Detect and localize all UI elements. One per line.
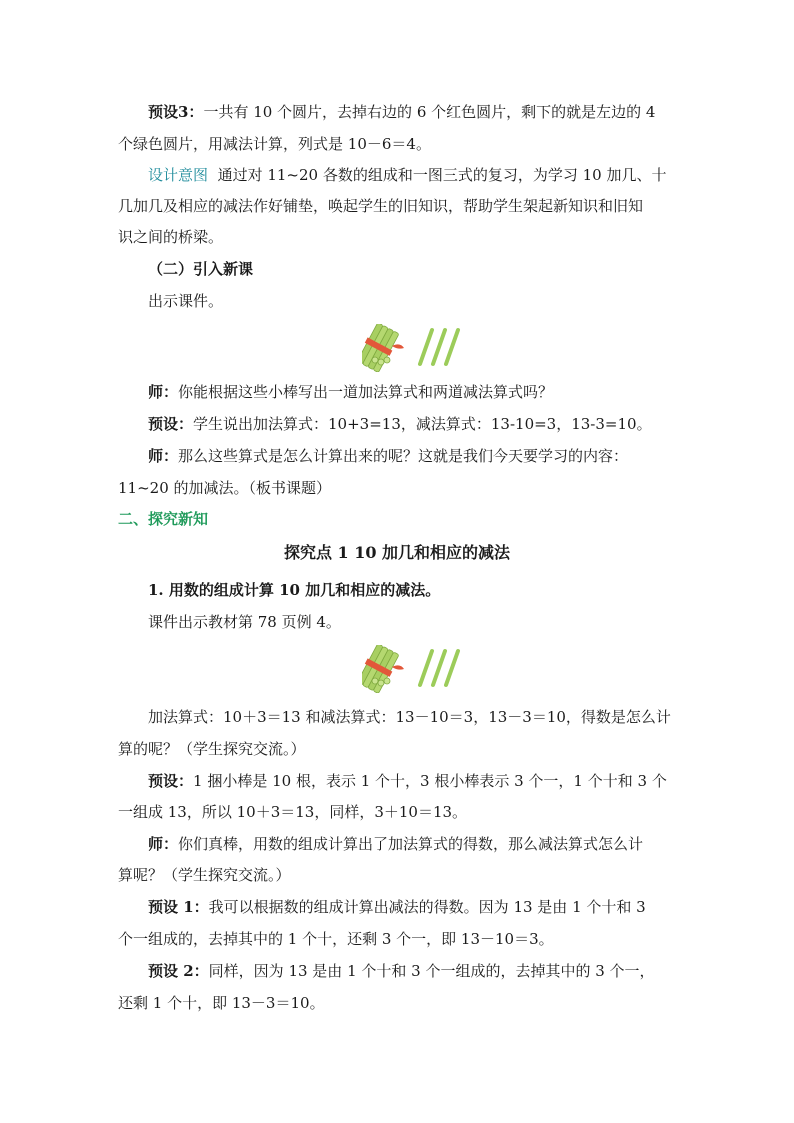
show-textbook-example: 课件出示教材第 78 页例 4。 xyxy=(148,613,341,631)
design-intent-line-2: 几加几及相应的减法作好铺垫，唤起学生的旧知识，帮助学生架起新知识和旧知 xyxy=(118,197,644,215)
explore-point-title: 探究点 1 10 加几和相应的减法 xyxy=(283,543,511,562)
preset-1-line-1: 预设 1：我可以根据数的组成计算出减法的得数。因为 13 是由 1 个十和 3 xyxy=(148,898,646,916)
preset-2-line-2: 还剩 1 个十，即 13－3＝10。 xyxy=(118,994,325,1012)
teacher-question-3-line-2: 算呢？（学生探究交流。） xyxy=(118,866,291,884)
preset-3-line-1: 预设3：一共有 10 个圆片，去掉右边的 6 个红色圆片，剩下的就是左边的 4 xyxy=(148,103,656,121)
section-intro-heading: （二）引入新课 xyxy=(148,260,254,278)
teacher-question-1: 师：你能根据这些小棒写出一道加法算式和两道减法算式吗？ xyxy=(148,383,554,401)
section-2-heading: 二、探究新知 xyxy=(118,510,209,528)
preset-2-line-1: 预设 2：同样，因为 13 是由 1 个十和 3 个一组成的，去掉其中的 3 个一， xyxy=(148,962,655,980)
preset-answer-1: 预设：学生说出加法算式：10+3=13，减法算式：13-10=3，13-3=10。 xyxy=(148,415,652,433)
item-1-heading: 1. 用数的组成计算 10 加几和相应的减法。 xyxy=(148,581,441,599)
bundle-of-sticks-icon xyxy=(362,324,462,372)
preset-3-line-2: 个绿色圆片，用减法计算，列式是 10－6＝4。 xyxy=(118,135,431,153)
teacher-question-3-line-1: 师：你们真棒，用数的组成计算出了加法算式的得数，那么减法算式怎么计 xyxy=(148,835,644,853)
preset-answer-2-line-1: 预设：1 捆小棒是 10 根，表示 1 个十，3 根小棒表示 3 个一，1 个十和 3 个 xyxy=(148,772,667,790)
preset-1-line-2: 个一组成的，去掉其中的 1 个十，还剩 3 个一，即 13－10＝3。 xyxy=(118,930,554,948)
teacher-question-2-line-1: 师：那么这些算式是怎么计算出来的呢？这就是我们今天要学习的内容： xyxy=(148,447,629,465)
bundle-of-sticks-icon xyxy=(362,645,462,693)
show-courseware-text: 出示课件。 xyxy=(148,292,224,310)
equation-text-line-1: 加法算式：10＋3＝13 和减法算式：13－10＝3，13－3＝10，得数是怎么计 xyxy=(148,708,671,726)
teacher-question-2-line-2: 11~20 的加减法。（板书课题） xyxy=(118,479,332,497)
design-intent-line-1: 设计意图 通过对 11~20 各数的组成和一图三式的复习，为学习 10 加几、十 xyxy=(148,166,667,184)
design-intent-line-3: 识之间的桥梁。 xyxy=(118,228,224,246)
preset-answer-2-line-2: 一组成 13，所以 10＋3＝13，同样，3＋10＝13。 xyxy=(118,803,468,821)
equation-text-line-2: 算的呢？（学生探究交流。） xyxy=(118,740,306,758)
